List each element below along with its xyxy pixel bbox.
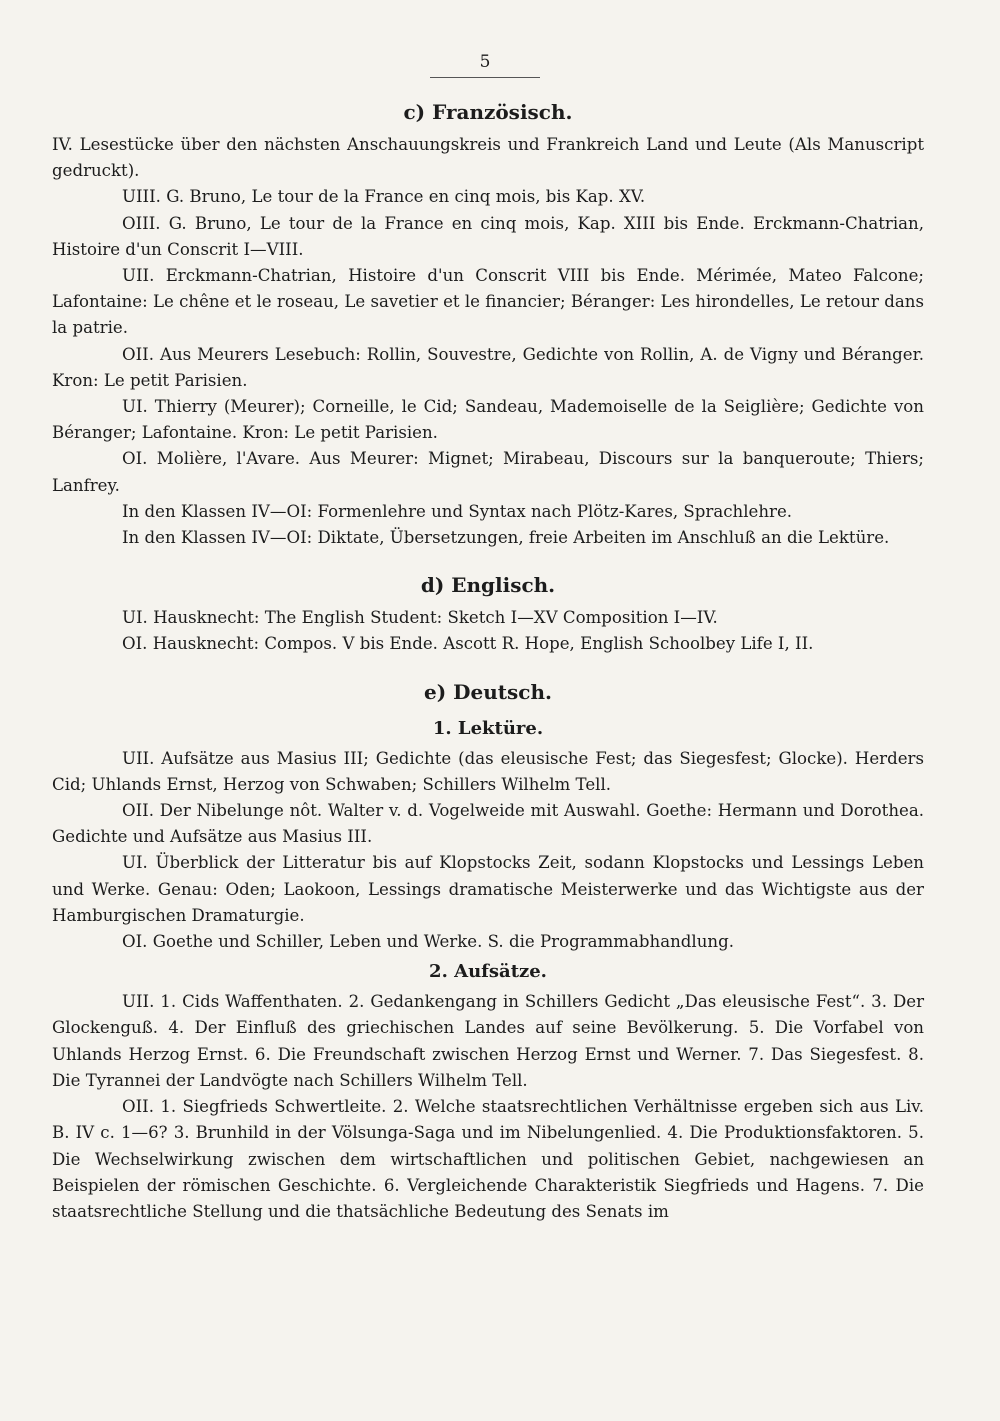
paragraph: OII. Der Nibelunge nôt. Walter v. d. Vogelweide mit Auswahl. Goethe: Hermann und Dorothea. Gedichte und Aufsätze aus Masius III.: [52, 801, 924, 847]
paragraph: IV. Lesestücke über den nächsten Anschauungskreis und Frankreich Land und Leute (Als Manuscript gedruckt).: [52, 135, 924, 181]
paragraph: OII. 1. Siegfrieds Schwertleite. 2. Welche staatsrechtlichen Verhältnisse ergeben sich aus Liv. B. IV c. 1—6? 3. Brunhild in der Völsunga-Saga und im Nibelungenlied. 4. Die Produktionsfaktoren. 5. Die Wechselwirkung zwischen dem wirtschaftlichen und politischen Gebiet, nachgewiesen an Beispielen der römischen Geschichte. 6. Vergleichende Charakteristik Siegfrieds und Hagens. 7. Die staatsrechtliche Stellung und die thatsächliche Bedeutung des Senats im: [52, 1097, 924, 1221]
section-title-english: d) Englisch.: [420, 573, 556, 598]
page-number-rule: [430, 77, 540, 78]
spacer: [52, 551, 924, 565]
paragraph: OI. Hausknecht: Compos. V bis Ende. Ascott R. Hope, English Schoolbey Life I, II.: [122, 634, 814, 654]
paragraph: OII. Aus Meurers Lesebuch: Rollin, Souvestre, Gedichte von Rollin, A. de Vigny und Béranger. Kron: Le petit Parisien.: [52, 344, 924, 390]
paragraph: UI. Überblick der Litteratur bis auf Klopstocks Zeit, sodann Klopstocks und Lessings Leben und Werke. Genau: Oden; Laokoon, Lessings dramatische Meisterwerke und das Wichtigste aus der Hamburgischen Dramaturgie.: [52, 853, 924, 925]
paragraph: UI. Hausknecht: The English Student: Sketch I—XV Composition I—IV.: [122, 608, 718, 628]
paragraph: UII. 1. Cids Waffenthaten. 2. Gedankengang in Schillers Gedicht „Das eleusische Fest“. 3. Der Glockenguß. 4. Der Einfluß des griechischen Landes auf seine Bevölkerung. 5. Die Vorfabel von Uhlands Herzog Ernst. 6. Die Freundschaft zwischen Herzog Ernst und Werner. 7. Das Siegesfest. 8. Die Tyrannei der Landvögte nach Schillers Wilhelm Tell.: [52, 992, 924, 1090]
paragraph: OI. Molière, l'Avare. Aus Meurer: Mignet; Mirabeau, Discours sur la banqueroute; Thiers; Lanfrey.: [52, 449, 924, 495]
paragraph: In den Klassen IV—OI: Diktate, Übersetzungen, freie Arbeiten im Anschluß an die Lektüre.: [122, 528, 890, 548]
section-title-french: c) Französisch.: [403, 100, 573, 124]
page-body: [52, 92, 924, 1225]
paragraph: UI. Thierry (Meurer); Corneille, le Cid; Sandeau, Mademoiselle de la Seiglière; Gedichte von Béranger; Lafontaine. Kron: Le petit Parisien.: [52, 397, 924, 443]
subsection-title-aufsaetze: 2. Aufsätze.: [429, 961, 547, 983]
spacer: [52, 658, 924, 672]
paragraph: UIII. G. Bruno, Le tour de la France en cinq mois, bis Kap. XV.: [122, 187, 646, 207]
section-title-german: e) Deutsch.: [424, 679, 552, 704]
paragraph: UII. Aufsätze aus Masius III; Gedichte (das eleusische Fest; das Siegesfest; Glocke). Herders Cid; Uhlands Ernst, Herzog von Schwaben; Schillers Wilhelm Tell.: [52, 748, 924, 794]
paragraph: In den Klassen IV—OI: Formenlehre und Syntax nach Plötz-Kares, Sprachlehre.: [122, 501, 793, 521]
paragraph: OI. Goethe und Schiller, Leben und Werke. S. die Programmabhandlung.: [122, 932, 734, 952]
subsection-title-lektuere: 1. Lektüre.: [432, 717, 544, 739]
paragraph: OIII. G. Bruno, Le tour de la France en cinq mois, Kap. XIII bis Ende. Erckmann-Chatrian, Histoire d'un Conscrit I—VIII.: [52, 213, 924, 259]
paragraph: UII. Erckmann-Chatrian, Histoire d'un Conscrit VIII bis Ende. Mérimée, Mateo Falcone; Lafontaine: Le chêne et le roseau, Le savetier et le financier; Béranger: Les hirondelles, Le retour dans la patrie.: [52, 266, 924, 338]
page-number: 5: [479, 52, 491, 72]
